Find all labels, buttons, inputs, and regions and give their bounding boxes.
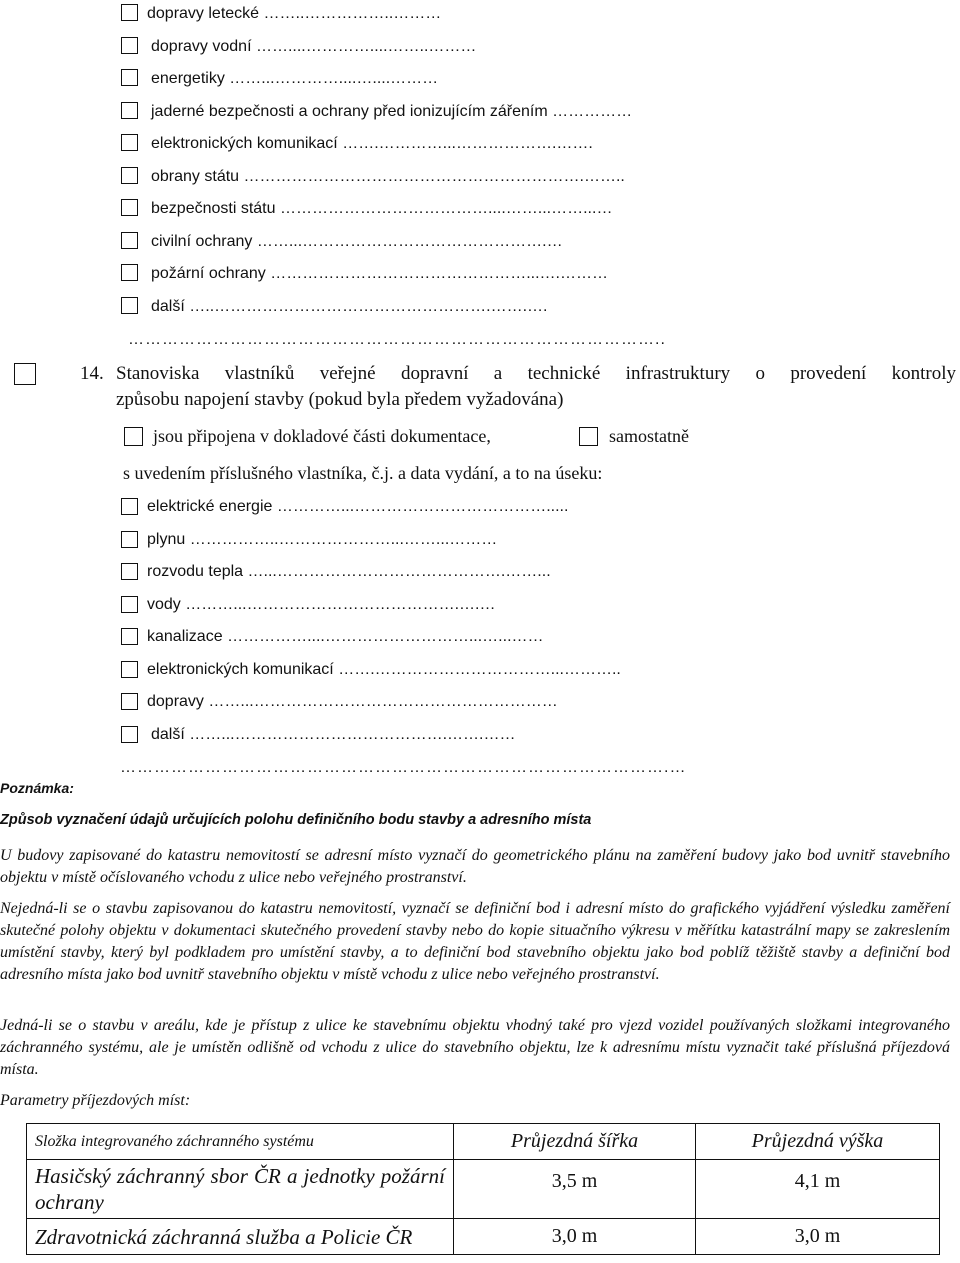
dot-leader: …………………………………………...….………	[270, 265, 608, 282]
note-paragraph-2: Nejedná-li se o stavbu zapisovanou do katastru nemovitostí, vyznačí se definiční bod i adresní místo do grafického vyjádření výsledku zaměření skutečné polohy objektu v dokumentaci skutečného provedení stavby nebo do kopie situačního výkresu v měřítku katastrální mapy se zakreslením umístění stavby, který byl podkladem pro umístění stavby, a to definiční bod stavebního objektu jako bod poblíž těžiště stavby a definiční bod adresního místa jako bod uvnitř stavebního objektu v místě vchodu z ulice nebo veřejného prostranství.	[0, 900, 950, 983]
checkbox-vody[interactable]	[121, 596, 138, 613]
checkbox-jaderne-bezpecnosti[interactable]	[121, 102, 138, 119]
item-label: vody	[147, 596, 181, 613]
checkbox-elektronickych-komunikaci[interactable]	[121, 134, 138, 151]
note-paragraph-1: U budovy zapisované do katastru nemovitostí se adresní místo vyznačí do geometrického plánu na zaměření budovy jako bod uvnitř stavebního objektu v místě očíslovaného vchodu z ulice nebo veřejného prostranství.	[0, 847, 950, 886]
table-cell: Hasičský záchranný sbor ČR a jednotky požární ochrany	[27, 1160, 454, 1219]
table-cell: 3,5 m	[454, 1160, 696, 1219]
item-label: požární ochrany	[151, 265, 266, 282]
dot-leader: …..…………………………………………….…….….	[189, 298, 548, 315]
dot-leader-line: …………………………………………………………………………………..	[128, 331, 666, 348]
dot-leader: ……....…………....……..………	[255, 38, 477, 55]
checkbox-samostatne[interactable]	[579, 427, 598, 446]
checkbox-bezpecnosti-statu[interactable]	[121, 199, 138, 216]
item-label: rozvodu tepla	[147, 563, 244, 580]
item-label: obrany státu	[151, 168, 240, 185]
item-label: bezpečnosti státu	[151, 200, 276, 217]
dot-leader: ……………....………………………...…...……	[227, 628, 544, 645]
dot-leader: …...…………………………………….……...	[247, 563, 551, 580]
option-samostatne-label: samostatně	[609, 426, 689, 446]
checkbox-item-14[interactable]	[14, 363, 36, 385]
item-label: dopravy	[147, 693, 204, 710]
checkbox-civilni-ochrany[interactable]	[121, 232, 138, 249]
table-cell: 4,1 m	[696, 1160, 940, 1219]
item-label: civilní ochrany	[151, 233, 253, 250]
checkbox-dokladova-cast[interactable]	[124, 427, 143, 446]
dot-leader: ……………..…………………...……...………	[189, 531, 498, 548]
table-header-cell: Průjezdná výška	[696, 1124, 940, 1160]
item-label: elektronických komunikací	[151, 135, 338, 152]
checkbox-plynu[interactable]	[121, 531, 138, 548]
item-label: další	[151, 298, 185, 315]
item-label: elektronických komunikací	[147, 661, 334, 678]
item-label: kanalizace	[147, 628, 223, 645]
checkbox-obrany-statu[interactable]	[121, 167, 138, 184]
checkbox-dopravy-vodni[interactable]	[121, 37, 138, 54]
dot-leader-line: …………………………………………………………………………………….…	[120, 759, 687, 776]
checkbox-kanalizace[interactable]	[121, 628, 138, 645]
dot-leader: …………...……………………………….....	[276, 498, 569, 515]
checkbox-rozvodu-tepla[interactable]	[121, 563, 138, 580]
checkbox-dalsi[interactable]	[121, 297, 138, 314]
note-paragraph-4: Parametry příjezdových míst:	[0, 1092, 191, 1109]
item-14-number: 14.	[80, 363, 104, 384]
dot-leader: ……...…………....…....………	[229, 70, 439, 87]
item-label: jaderné bezpečnosti a ochrany před ionizujícím zářením	[151, 103, 548, 120]
checkbox-energetiky[interactable]	[121, 69, 138, 86]
option-dokladova-cast-label: jsou připojena v dokladové části dokumentace,	[153, 426, 491, 446]
checkbox-dopravy[interactable]	[121, 693, 138, 710]
table-header-cell: Složka integrovaného záchranného systému	[27, 1124, 454, 1160]
item-label: plynu	[147, 531, 186, 548]
item-14-text-line1: Stanoviska vlastníků veřejné dopravní a technické infrastruktury o provedení kontroly	[116, 363, 956, 384]
table-cell: Zdravotnická záchranná služba a Policie ČR	[27, 1219, 454, 1255]
item-label: další	[151, 726, 185, 743]
checkbox-dopravy-letecke[interactable]	[121, 4, 138, 21]
note-paragraph-3: Jedná-li se o stavbu v areálu, kde je přístup z ulice ke stavebnímu objektu vhodný také pro vjezd vozidel používaných složkami integrovaného záchranného systému, ale je umístěn odlišně od vchodu z ulice do stavebního objektu, lze k adresnímu místu vyznačit také příslušná příjezdová místa.	[0, 1017, 950, 1078]
table-row	[27, 1160, 940, 1219]
table-cell: 3,0 m	[454, 1219, 696, 1255]
table-row	[27, 1219, 940, 1255]
dot-leader: …….…………...……………….…….	[342, 135, 593, 152]
dot-leader: ……..……………..………	[263, 5, 442, 22]
checkbox-dalsi-2[interactable]	[121, 726, 138, 743]
dot-leader: ………...………………………………….….…	[185, 596, 496, 613]
dot-leader: ……...……………………………………….…	[256, 233, 563, 250]
table-cell: 3,0 m	[696, 1219, 940, 1255]
note-label: Poznámka:	[0, 780, 74, 796]
option-detail-line: s uvedením příslušného vlastníka, č.j. a data vydání, a to na úseku:	[123, 463, 603, 483]
dot-leader: ……...…………………………………………………	[208, 693, 558, 710]
item-label: dopravy vodní	[151, 38, 252, 55]
table-header-row	[27, 1124, 940, 1160]
item-label: dopravy letecké	[147, 5, 260, 22]
note-heading: Způsob vyznačení údajů určujících polohu definičního bodu stavby a adresního místa	[0, 812, 592, 828]
checkbox-elektronickych-komunikaci-2[interactable]	[121, 661, 138, 678]
checkbox-pozarni-ochrany[interactable]	[121, 264, 138, 281]
dot-leader: …….……………………………...………..	[338, 661, 621, 678]
access-parameters-table	[26, 1123, 940, 1255]
dot-leader: ……………	[552, 103, 633, 120]
dot-leader: ……...………………………………….…….……	[189, 726, 516, 743]
item-label: elektrické energie	[147, 498, 273, 515]
item-label: energetiky	[151, 70, 225, 87]
checkbox-elektricke-energie[interactable]	[121, 498, 138, 515]
dot-leader: …………………………………....……...……...…	[279, 200, 613, 217]
dot-leader: ……………………………………………………….……..	[243, 168, 625, 185]
item-14-text-line2: způsobu napojení stavby (pokud byla předem vyžadována)	[116, 389, 564, 410]
table-header-cell: Průjezdná šířka	[454, 1124, 696, 1160]
